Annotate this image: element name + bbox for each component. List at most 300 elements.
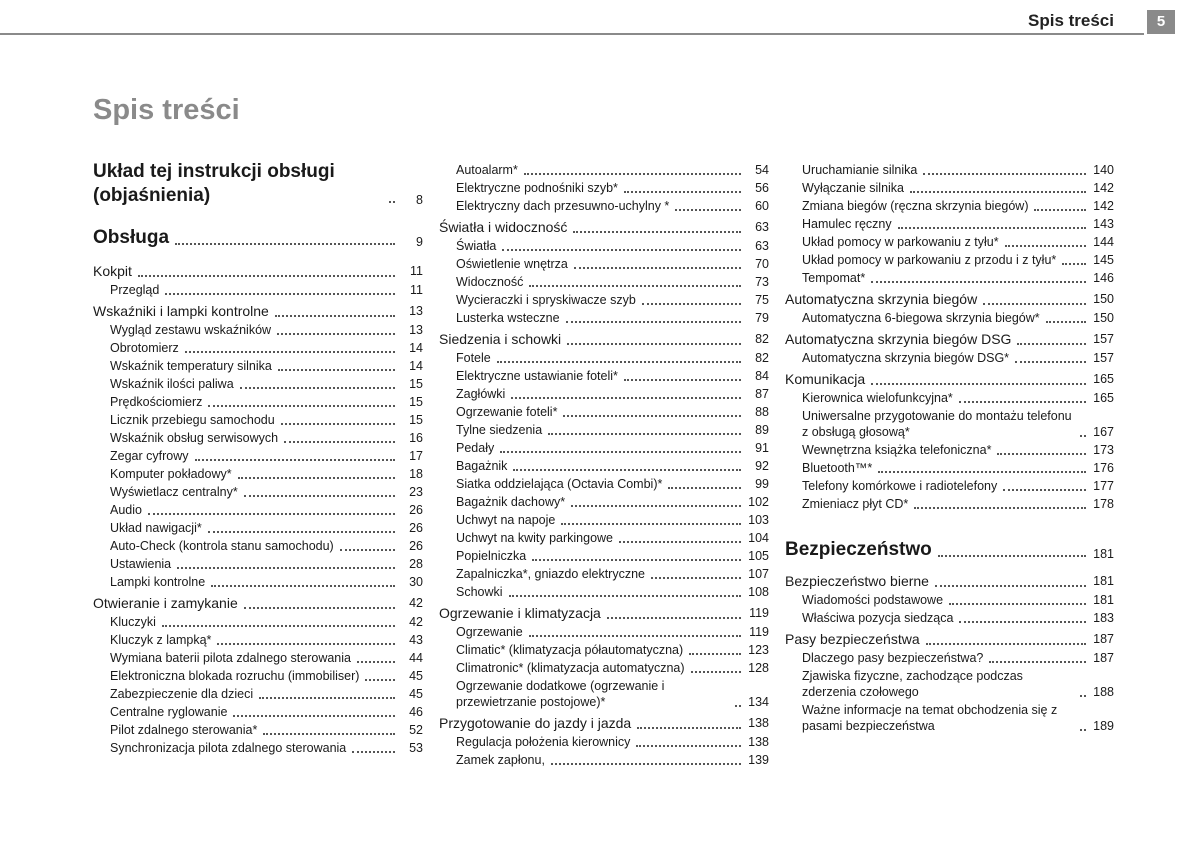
toc-entry-title: Wskaźniki i lampki kontrolne — [93, 303, 269, 319]
toc-entry[interactable] — [785, 702, 1114, 734]
toc-entry-page: 123 — [748, 643, 769, 657]
toc-entry-title: Automatyczna skrzynia biegów DSG — [785, 331, 1012, 347]
toc-entry[interactable] — [785, 496, 1114, 512]
toc-entry-title: Układ pomocy w parkowaniu z tyłu* — [802, 235, 999, 249]
toc-entry-title: Automatyczna skrzynia biegów DSG* — [802, 351, 1010, 365]
toc-entry[interactable] — [93, 430, 423, 446]
toc-entry[interactable] — [439, 714, 769, 732]
toc-entry-title: Obsługa — [93, 227, 170, 248]
toc-entry-title: Siatka oddzielająca (Octavia Combi)* — [456, 477, 663, 491]
toc-entry-title: Centralne ryglowanie — [110, 705, 228, 719]
toc-entry[interactable] — [785, 180, 1114, 196]
toc-entry[interactable] — [785, 460, 1114, 476]
toc-entry[interactable] — [93, 160, 423, 208]
toc-entry[interactable] — [785, 668, 1114, 700]
toc-entry-page: 143 — [1093, 217, 1114, 231]
toc-entry[interactable] — [785, 330, 1114, 348]
dot-leader — [607, 617, 741, 619]
dot-leader — [1046, 321, 1086, 323]
toc-entry[interactable] — [439, 752, 769, 768]
dot-leader — [551, 763, 741, 765]
toc-entry[interactable] — [439, 530, 769, 546]
toc-entry-title: Uruchamianie silnika — [802, 163, 918, 177]
dot-leader — [642, 303, 741, 305]
toc-entry-title: Otwieranie i zamykanie — [93, 595, 238, 611]
dot-leader — [1005, 245, 1086, 247]
toc-entry[interactable] — [93, 650, 423, 666]
toc-entry-title: Światła i widoczność — [439, 219, 568, 235]
dot-leader — [923, 173, 1086, 175]
toc-entry[interactable] — [93, 556, 423, 572]
toc-entry[interactable] — [785, 310, 1114, 326]
toc-entry-title: Popielniczka — [456, 549, 527, 563]
toc-entry[interactable] — [93, 448, 423, 464]
toc-entry[interactable] — [785, 216, 1114, 232]
toc-entry[interactable] — [93, 668, 423, 684]
dot-leader — [177, 567, 395, 569]
toc-entry-title: Pasy bezpieczeństwa — [785, 631, 920, 647]
toc-entry[interactable] — [439, 368, 769, 384]
toc-entry-title: Tempomat* — [802, 271, 866, 285]
toc-entry[interactable] — [785, 408, 1114, 440]
toc-entry[interactable] — [785, 270, 1114, 286]
dot-leader — [259, 697, 395, 699]
dot-leader — [689, 653, 741, 655]
toc-entry-page: 28 — [409, 557, 423, 571]
toc-entry-page: 23 — [409, 485, 423, 499]
toc-entry[interactable] — [93, 722, 423, 738]
toc-entry[interactable] — [93, 394, 423, 410]
toc-entry[interactable] — [439, 604, 769, 622]
toc-entry-page: 88 — [755, 405, 769, 419]
dot-leader — [195, 459, 396, 461]
toc-entry-page: 89 — [755, 423, 769, 437]
toc-entry[interactable] — [439, 404, 769, 420]
toc-entry-page: 187 — [1093, 651, 1114, 665]
toc-entry-page: 91 — [755, 441, 769, 455]
toc-entry[interactable] — [439, 386, 769, 402]
toc-entry-title: Oświetlenie wnętrza — [456, 257, 568, 271]
toc-entry-title: Przegląd — [110, 283, 160, 297]
toc-entry-page: 46 — [409, 705, 423, 719]
dot-leader — [1017, 343, 1086, 345]
dot-leader — [668, 487, 741, 489]
dot-leader — [148, 513, 395, 515]
toc-entry-page: 157 — [1093, 351, 1114, 365]
toc-entry[interactable] — [93, 740, 423, 756]
toc-entry-title: Regulacja położenia kierownicy — [456, 735, 631, 749]
dot-leader — [735, 705, 741, 707]
toc-entry[interactable] — [785, 572, 1114, 590]
dot-leader — [497, 361, 741, 363]
toc-entry-title: Obrotomierz — [110, 341, 179, 355]
toc-entry-page: 17 — [409, 449, 423, 463]
toc-entry-title: Elektryczny dach przesuwno-uchylny * — [456, 199, 670, 213]
toc-entry[interactable] — [785, 198, 1114, 214]
dot-leader — [529, 635, 741, 637]
toc-entry-page: 82 — [755, 332, 769, 346]
toc-entry[interactable] — [439, 238, 769, 254]
toc-entry[interactable] — [439, 198, 769, 214]
dot-leader — [675, 209, 741, 211]
toc-entry-title: Ustawienia — [110, 557, 172, 571]
dot-leader — [573, 231, 741, 233]
toc-entry[interactable] — [93, 574, 423, 590]
toc-entry[interactable] — [93, 704, 423, 720]
toc-entry[interactable] — [93, 302, 423, 320]
dot-leader — [1080, 695, 1086, 697]
toc-entry[interactable] — [785, 650, 1114, 666]
toc-entry[interactable] — [785, 234, 1114, 250]
toc-entry-title: Hamulec ręczny — [802, 217, 892, 231]
toc-entry-page: 70 — [755, 257, 769, 271]
toc-entry-page: 107 — [748, 567, 769, 581]
toc-entry-page: 99 — [755, 477, 769, 491]
toc-entry[interactable] — [439, 274, 769, 290]
toc-entry[interactable] — [439, 350, 769, 366]
toc-entry[interactable] — [439, 512, 769, 528]
dot-leader — [914, 507, 1086, 509]
toc-entry[interactable] — [785, 538, 1114, 562]
toc-entry-page: 165 — [1093, 372, 1114, 386]
toc-column-2 — [439, 160, 769, 768]
toc-entry[interactable] — [785, 478, 1114, 494]
toc-entry-title: Bagażnik — [456, 459, 508, 473]
dot-leader — [277, 333, 395, 335]
toc-entry-title: Uchwyt na napoje — [456, 513, 556, 527]
toc-entry-page: 15 — [409, 395, 423, 409]
toc-entry[interactable] — [439, 660, 769, 676]
toc-entry-page: 134 — [748, 695, 769, 709]
toc-entry-title: Zjawiska fizyczne, zachodzące podczas zderzenia czołowego — [802, 669, 1023, 699]
toc-entry-page: 26 — [409, 503, 423, 517]
toc-entry-page: 102 — [748, 495, 769, 509]
dot-leader — [162, 625, 395, 627]
toc-entry-page: 181 — [1093, 593, 1114, 607]
toc-entry-page: 189 — [1093, 719, 1114, 733]
toc-entry-page: 54 — [755, 163, 769, 177]
toc-entry-title: Układ nawigacji* — [110, 521, 202, 535]
toc-entry-page: 14 — [409, 341, 423, 355]
dot-leader — [185, 351, 395, 353]
toc-entry[interactable] — [93, 466, 423, 482]
toc-entry[interactable] — [93, 376, 423, 392]
running-header-title: Spis treści — [1028, 11, 1114, 30]
dot-leader — [263, 733, 395, 735]
toc-entry-page: 44 — [409, 651, 423, 665]
dot-leader — [1080, 435, 1086, 437]
toc-entry[interactable] — [785, 350, 1114, 366]
toc-entry[interactable] — [439, 678, 769, 710]
toc-entry-title: Climatic* (klimatyzacja półautomatyczna) — [456, 643, 684, 657]
dot-leader — [571, 505, 741, 507]
toc-entry-title: Licznik przebiegu samochodu — [110, 413, 275, 427]
toc-entry[interactable] — [93, 594, 423, 612]
toc-entry-page: 145 — [1093, 253, 1114, 267]
toc-entry[interactable] — [93, 538, 423, 554]
toc-entry-title: Telefony komórkowe i radiotelefony — [802, 479, 998, 493]
toc-entry[interactable] — [785, 610, 1114, 626]
dot-leader — [574, 267, 741, 269]
toc-entry-page: 183 — [1093, 611, 1114, 625]
toc-entry[interactable] — [93, 262, 423, 280]
toc-entry-title: Bezpieczeństwo — [785, 539, 932, 560]
dot-leader — [138, 275, 395, 277]
toc-entry[interactable] — [439, 162, 769, 178]
toc-entry-title: Ogrzewanie — [456, 625, 523, 639]
toc-entry-title: Światła — [456, 239, 497, 253]
dot-leader — [871, 281, 1086, 283]
dot-leader — [165, 293, 395, 295]
dot-leader — [1003, 489, 1086, 491]
toc-entry-title: Komunikacja — [785, 371, 866, 387]
toc-entry[interactable] — [93, 358, 423, 374]
toc-entry[interactable] — [785, 442, 1114, 458]
dot-leader — [244, 607, 395, 609]
toc-entry-title: Widoczność — [456, 275, 524, 289]
toc-entry-title: Zmiana biegów (ręczna skrzynia biegów) — [802, 199, 1029, 213]
toc-entry-title: Automatyczna skrzynia biegów — [785, 291, 978, 307]
toc-entry-page: 60 — [755, 199, 769, 213]
toc-entry-title: Audio — [110, 503, 142, 517]
dot-leader — [566, 321, 741, 323]
dot-leader — [691, 671, 741, 673]
toc-entry-title: Pilot zdalnego sterowania* — [110, 723, 258, 737]
dot-leader — [563, 415, 741, 417]
toc-entry-title: Pedały — [456, 441, 495, 455]
toc-entry-title: Kluczyki — [110, 615, 156, 629]
toc-entry-page: 150 — [1093, 311, 1114, 325]
toc-entry[interactable] — [93, 484, 423, 500]
toc-entry[interactable] — [93, 686, 423, 702]
dot-leader — [619, 541, 741, 543]
toc-entry-page: 45 — [409, 687, 423, 701]
toc-entry-page: 8 — [416, 193, 423, 207]
toc-entry-page: 42 — [409, 615, 423, 629]
toc-entry-page: 119 — [749, 625, 769, 639]
dot-leader — [624, 191, 741, 193]
toc-entry[interactable] — [439, 624, 769, 640]
toc-entry[interactable] — [785, 290, 1114, 308]
toc-entry-page: 15 — [409, 413, 423, 427]
toc-entry-page: 13 — [409, 304, 423, 318]
dot-leader — [1062, 263, 1086, 265]
toc-entry-title: Automatyczna 6-biegowa skrzynia biegów* — [802, 311, 1040, 325]
toc-entry[interactable] — [93, 614, 423, 630]
dot-leader — [208, 531, 395, 533]
dot-leader — [1015, 361, 1086, 363]
toc-entry-title: Climatronic* (klimatyzacja automatyczna) — [456, 661, 685, 675]
toc-entry-page: 108 — [748, 585, 769, 599]
dot-leader — [651, 577, 741, 579]
toc-entry-title: Schowki — [456, 585, 503, 599]
dot-leader — [244, 495, 395, 497]
toc-entry-page: 165 — [1093, 391, 1114, 405]
toc-entry-title: Uniwersalne przygotowanie do montażu telefonu z obsługą głosową* — [802, 409, 1072, 439]
toc-entry[interactable] — [93, 412, 423, 428]
toc-entry-title: Wiadomości podstawowe — [802, 593, 944, 607]
toc-entry-page: 53 — [409, 741, 423, 755]
toc-entry[interactable] — [785, 630, 1114, 648]
dot-leader — [233, 715, 395, 717]
toc-entry-title: Właściwa pozycja siedząca — [802, 611, 954, 625]
toc-entry[interactable] — [785, 390, 1114, 406]
toc-entry[interactable] — [93, 340, 423, 356]
toc-entry-title: Wygląd zestawu wskaźników — [110, 323, 272, 337]
toc-entry-title: Zamek zapłonu, — [456, 753, 545, 767]
toc-entry-page: 18 — [409, 467, 423, 481]
dot-leader — [959, 621, 1086, 623]
toc-entry-title: Kluczyk z lampką* — [110, 633, 212, 647]
toc-entry-title: Przygotowanie do jazdy i jazda — [439, 715, 632, 731]
toc-entry[interactable] — [785, 252, 1114, 268]
dot-leader — [989, 661, 1086, 663]
toc-entry[interactable] — [439, 584, 769, 600]
toc-entry-title: Wskaźnik ilości paliwa — [110, 377, 234, 391]
dot-leader — [1034, 209, 1086, 211]
toc-entry-title: Wyłączanie silnika — [802, 181, 905, 195]
toc-entry[interactable] — [439, 566, 769, 582]
toc-entry[interactable] — [439, 330, 769, 348]
toc-entry-title: Wskaźnik temperatury silnika — [110, 359, 272, 373]
toc-entry-title: Ogrzewanie foteli* — [456, 405, 558, 419]
dot-leader — [513, 469, 741, 471]
toc-entry-page: 63 — [755, 220, 769, 234]
dot-leader — [935, 585, 1086, 587]
dot-leader — [529, 285, 741, 287]
header-rule — [0, 33, 1144, 35]
toc-entry[interactable] — [93, 226, 423, 250]
toc-entry[interactable] — [439, 310, 769, 326]
toc-entry-page: 105 — [748, 549, 769, 563]
toc-entry[interactable] — [439, 548, 769, 564]
toc-entry-title: Bezpieczeństwo bierne — [785, 573, 929, 589]
toc-entry-title: Uchwyt na kwity parkingowe — [456, 531, 614, 545]
page-title: Spis treści — [93, 94, 240, 126]
toc-entry-title: Elektryczne ustawianie foteli* — [456, 369, 618, 383]
toc-entry-title: Autoalarm* — [456, 163, 518, 177]
toc-entry-page: 188 — [1093, 685, 1114, 699]
toc-entry-title: Układ tej instrukcji obsługi (objaśnienia) — [93, 161, 335, 206]
toc-entry-title: Bluetooth™* — [802, 461, 873, 475]
toc-entry[interactable] — [785, 370, 1114, 388]
dot-leader — [624, 379, 741, 381]
toc-entry-page: 138 — [748, 716, 769, 730]
toc-entry-page: 177 — [1093, 479, 1114, 493]
toc-entry-title: Wyświetlacz centralny* — [110, 485, 238, 499]
toc-entry[interactable] — [439, 256, 769, 272]
toc-entry[interactable] — [439, 180, 769, 196]
dot-leader — [357, 661, 395, 663]
toc-entry[interactable] — [439, 734, 769, 750]
toc-entry-page: 30 — [409, 575, 423, 589]
toc-entry[interactable] — [439, 440, 769, 456]
dot-leader — [175, 243, 395, 245]
toc-entry-page: 63 — [755, 239, 769, 253]
toc-entry-page: 187 — [1093, 632, 1114, 646]
dot-leader — [502, 249, 741, 251]
toc-entry-page: 139 — [748, 753, 769, 767]
dot-leader — [240, 387, 395, 389]
toc-entry-page: 79 — [755, 311, 769, 325]
toc-entry-page: 16 — [409, 431, 423, 445]
toc-entry-page: 140 — [1093, 163, 1114, 177]
toc-entry-title: Prędkościomierz — [110, 395, 203, 409]
toc-entry-page: 157 — [1093, 332, 1114, 346]
toc-entry[interactable] — [439, 218, 769, 236]
dot-leader — [217, 643, 395, 645]
toc-entry-title: Zegar cyfrowy — [110, 449, 189, 463]
toc-entry-page: 9 — [416, 235, 423, 249]
toc-entry-page: 43 — [409, 633, 423, 647]
toc-entry-title: Synchronizacja pilota zdalnego sterowania — [110, 741, 347, 755]
toc-entry[interactable] — [93, 322, 423, 338]
dot-leader — [871, 383, 1086, 385]
toc-entry[interactable] — [439, 458, 769, 474]
toc-entry-title: Wycieraczki i spryskiwacze szyb — [456, 293, 636, 307]
dot-leader — [284, 441, 395, 443]
dot-leader — [389, 201, 395, 203]
toc-entry-title: Komputer pokładowy* — [110, 467, 232, 481]
toc-entry[interactable] — [439, 642, 769, 658]
dot-leader — [567, 343, 741, 345]
toc-entry-page: 26 — [409, 539, 423, 553]
toc-entry-title: Ogrzewanie i klimatyzacja — [439, 605, 601, 621]
toc-entry-page: 176 — [1093, 461, 1114, 475]
toc-entry-page: 75 — [755, 293, 769, 307]
dot-leader — [926, 643, 1086, 645]
toc-entry[interactable] — [439, 476, 769, 492]
dot-leader — [949, 603, 1086, 605]
toc-entry[interactable] — [439, 422, 769, 438]
dot-leader — [532, 559, 741, 561]
toc-entry[interactable] — [785, 592, 1114, 608]
toc-entry-title: Lusterka wsteczne — [456, 311, 560, 325]
toc-entry-page: 167 — [1093, 425, 1114, 439]
page-number-badge: 5 — [1147, 10, 1175, 34]
toc-entry-page: 56 — [755, 181, 769, 195]
toc-entry[interactable] — [439, 494, 769, 510]
toc-entry-title: Tylne siedzenia — [456, 423, 543, 437]
toc-entry-page: 178 — [1093, 497, 1114, 511]
toc-entry-page: 142 — [1093, 199, 1114, 213]
toc-entry-title: Zabezpieczenie dla dzieci — [110, 687, 254, 701]
toc-entry[interactable] — [439, 292, 769, 308]
toc-entry[interactable] — [93, 632, 423, 648]
toc-entry-page: 150 — [1093, 292, 1114, 306]
dot-leader — [208, 405, 395, 407]
toc-entry[interactable] — [93, 502, 423, 518]
toc-entry[interactable] — [785, 162, 1114, 178]
toc-entry-title: Wewnętrzna książka telefoniczna* — [802, 443, 992, 457]
toc-entry-page: 103 — [748, 513, 769, 527]
toc-entry-page: 92 — [755, 459, 769, 473]
dot-leader — [637, 727, 741, 729]
toc-entry-page: 52 — [409, 723, 423, 737]
toc-entry[interactable] — [93, 282, 423, 298]
dot-leader — [511, 397, 741, 399]
toc-entry[interactable] — [93, 520, 423, 536]
toc-entry-title: Ważne informacje na temat obchodzenia się z pasami bezpieczeństwa — [802, 703, 1058, 733]
dot-leader — [211, 585, 395, 587]
dot-leader — [278, 369, 395, 371]
toc-entry-title: Lampki kontrolne — [110, 575, 206, 589]
dot-leader — [938, 555, 1086, 557]
dot-leader — [275, 315, 395, 317]
toc-entry-page: 128 — [748, 661, 769, 675]
toc-entry-title: Kierownica wielofunkcyjna* — [802, 391, 953, 405]
toc-entry-page: 84 — [755, 369, 769, 383]
